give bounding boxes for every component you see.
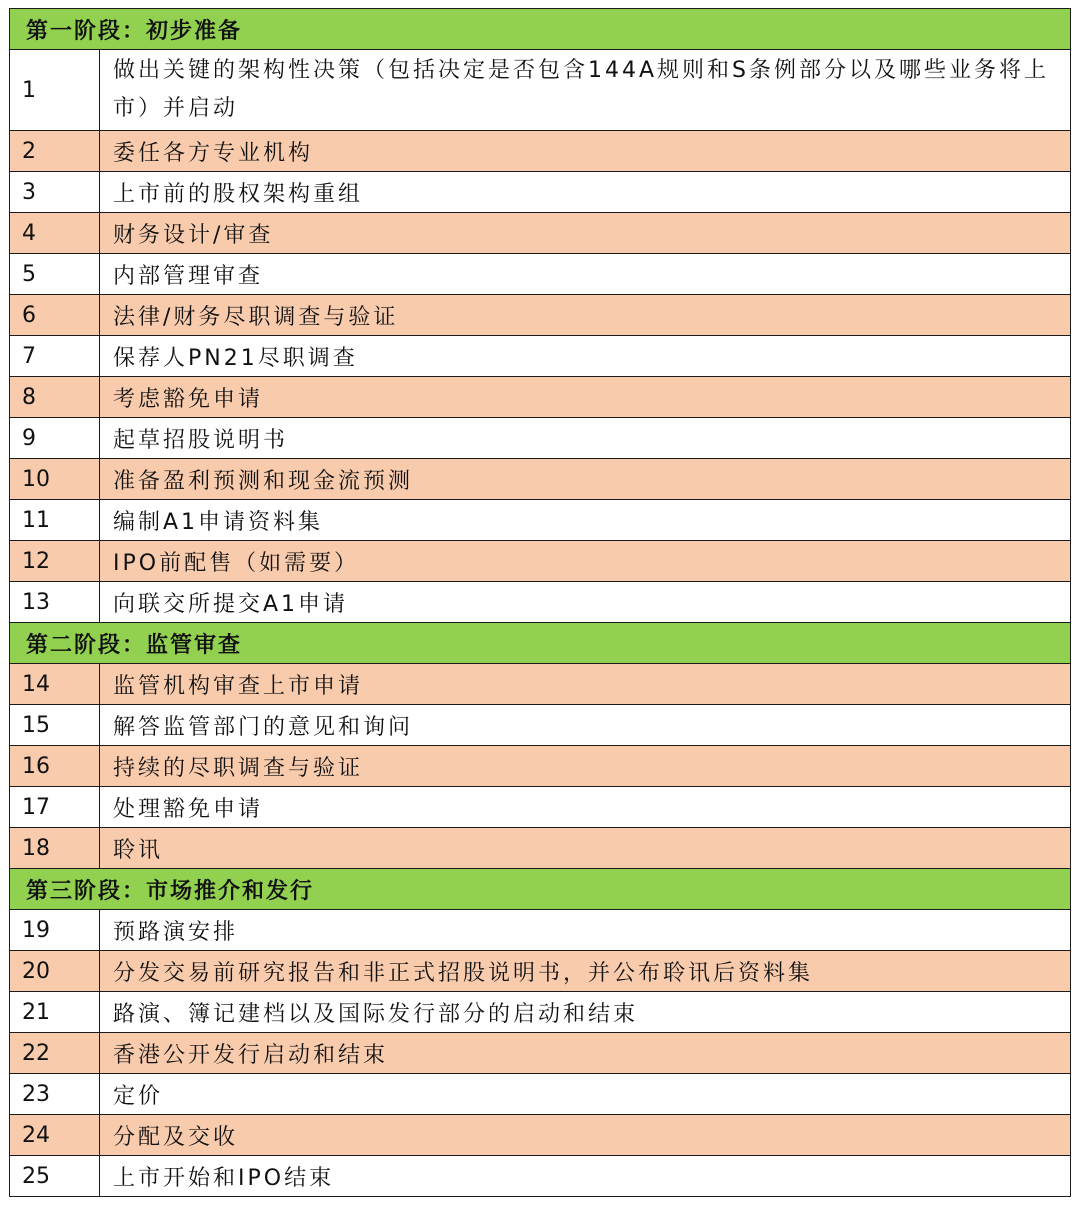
step-description: 委任各方专业机构	[100, 131, 1071, 172]
table-row	[10, 951, 1071, 992]
table-row	[10, 746, 1071, 787]
step-description: IPO前配售（如需要）	[100, 541, 1071, 582]
step-number: 8	[10, 377, 100, 418]
table-row	[10, 50, 1071, 131]
table-row	[10, 1033, 1071, 1074]
stage-title: 第二阶段：监管审查	[10, 623, 1071, 664]
table-row	[10, 1074, 1071, 1115]
step-number: 24	[10, 1115, 100, 1156]
step-number: 10	[10, 459, 100, 500]
table-row	[10, 213, 1071, 254]
step-number: 19	[10, 910, 100, 951]
step-number: 3	[10, 172, 100, 213]
step-number: 23	[10, 1074, 100, 1115]
step-number: 1	[10, 50, 100, 131]
table-row	[10, 295, 1071, 336]
stage-header-row	[10, 869, 1071, 910]
step-number: 18	[10, 828, 100, 869]
step-description: 考虑豁免申请	[100, 377, 1071, 418]
table-row	[10, 1115, 1071, 1156]
step-description: 分配及交收	[100, 1115, 1071, 1156]
ipo-process-table	[9, 8, 1071, 1197]
table-row	[10, 459, 1071, 500]
step-description: 上市开始和IPO结束	[100, 1156, 1071, 1197]
table-row	[10, 500, 1071, 541]
step-description: 上市前的股权架构重组	[100, 172, 1071, 213]
table-row	[10, 787, 1071, 828]
step-number: 13	[10, 582, 100, 623]
step-description: 起草招股说明书	[100, 418, 1071, 459]
ipo-table-body	[10, 9, 1071, 1197]
step-description: 分发交易前研究报告和非正式招股说明书，并公布聆讯后资料集	[100, 951, 1071, 992]
table-row	[10, 172, 1071, 213]
step-number: 6	[10, 295, 100, 336]
step-description: 做出关键的架构性决策（包括决定是否包含144A规则和S条例部分以及哪些业务将上市）并启动	[100, 50, 1071, 131]
stage-title: 第一阶段：初步准备	[10, 9, 1071, 50]
table-row	[10, 541, 1071, 582]
step-number: 12	[10, 541, 100, 582]
table-row	[10, 1156, 1071, 1197]
table-row	[10, 910, 1071, 951]
table-row	[10, 582, 1071, 623]
table-row	[10, 992, 1071, 1033]
step-description: 解答监管部门的意见和询问	[100, 705, 1071, 746]
step-number: 4	[10, 213, 100, 254]
step-description: 向联交所提交A1申请	[100, 582, 1071, 623]
table-row	[10, 131, 1071, 172]
table-row	[10, 254, 1071, 295]
step-number: 16	[10, 746, 100, 787]
step-number: 5	[10, 254, 100, 295]
stage-header-row	[10, 623, 1071, 664]
table-row	[10, 828, 1071, 869]
step-description: 定价	[100, 1074, 1071, 1115]
step-description: 预路演安排	[100, 910, 1071, 951]
table-row	[10, 336, 1071, 377]
step-description: 聆讯	[100, 828, 1071, 869]
step-description: 法律/财务尽职调查与验证	[100, 295, 1071, 336]
step-description: 保荐人PN21尽职调查	[100, 336, 1071, 377]
step-number: 14	[10, 664, 100, 705]
step-description: 准备盈利预测和现金流预测	[100, 459, 1071, 500]
step-description: 监管机构审查上市申请	[100, 664, 1071, 705]
step-description: 编制A1申请资料集	[100, 500, 1071, 541]
stage-header-row	[10, 9, 1071, 50]
step-number: 9	[10, 418, 100, 459]
step-description: 处理豁免申请	[100, 787, 1071, 828]
step-number: 22	[10, 1033, 100, 1074]
table-row	[10, 664, 1071, 705]
step-description: 香港公开发行启动和结束	[100, 1033, 1071, 1074]
table-row	[10, 418, 1071, 459]
step-number: 25	[10, 1156, 100, 1197]
step-number: 15	[10, 705, 100, 746]
step-description: 持续的尽职调查与验证	[100, 746, 1071, 787]
step-number: 7	[10, 336, 100, 377]
step-number: 21	[10, 992, 100, 1033]
table-row	[10, 705, 1071, 746]
table-row	[10, 377, 1071, 418]
step-description: 财务设计/审查	[100, 213, 1071, 254]
stage-title: 第三阶段：市场推介和发行	[10, 869, 1071, 910]
step-number: 17	[10, 787, 100, 828]
step-description: 内部管理审查	[100, 254, 1071, 295]
step-number: 11	[10, 500, 100, 541]
step-number: 20	[10, 951, 100, 992]
step-description: 路演、簿记建档以及国际发行部分的启动和结束	[100, 992, 1071, 1033]
step-number: 2	[10, 131, 100, 172]
